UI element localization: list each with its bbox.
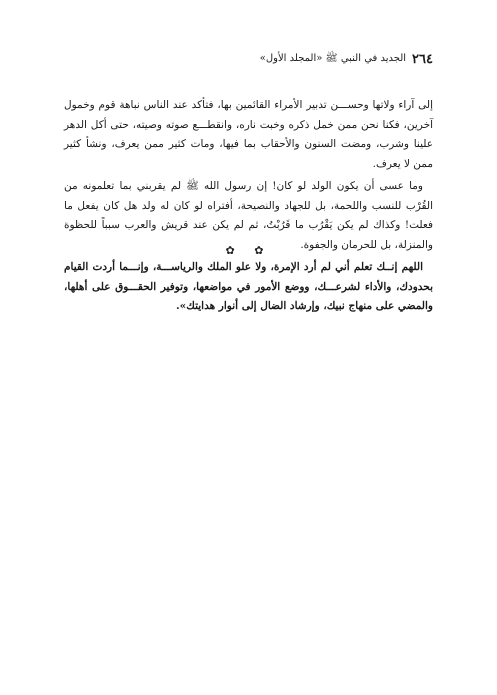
running-header xyxy=(64,50,433,68)
paragraph-2: وما عسى أن يكون الولد لو كان! إن رسول الله ﷺ لم يقربني بما تعلمونه من القُرْب للنسب واللحمة، بل للجهاد والنصيحة، أفتراه لو كان له ولد هل كان يفعل ما فعلت! وكذاك لم يكن يَقْرُب ما قَرُبْتُ، ثم لم يكن عند قريش والعرب سبباً للحظوة والمنزلة، بل للحرمان والجفوة. xyxy=(64,180,433,251)
page-number: ٢٦٤ xyxy=(412,51,433,67)
running-title: الجديد في النبي ﷺ «المجلد الأول» xyxy=(259,53,407,64)
section-end-ornament: ✿ ✿ xyxy=(225,244,272,257)
paragraph-1: إلى آراء ولاتها وحســـن تدبير الأمراء القائمين بها، فتأكد عند الناس نباهة قوم وخمول آخرين، فكنا نحن ممن خمل ذكره وخبت ناره، وانقطـــع صوته وصيته، حتى أكل الدهر علينا وشرب، ومضت السنون والأحقاب بما فيها، ومات كثير ممن يعرف، ونشأ كثير ممن لا يعرف. xyxy=(64,99,433,170)
paragraph-prayer: اللهم إنــك تعلم أني لم أرد الإمرة، ولا علو الملك والرياســـة، وإنـــما أردت القيام بحدودك، والأداء لشرعـــك، ووضع الأمور في مواضعها، وتوفير الحقـــوق على أهلها، والمضي على منهاج نبيك، وإرشاد الضال إلى أنوار هدايتك». xyxy=(64,261,433,312)
body-text xyxy=(64,96,433,320)
